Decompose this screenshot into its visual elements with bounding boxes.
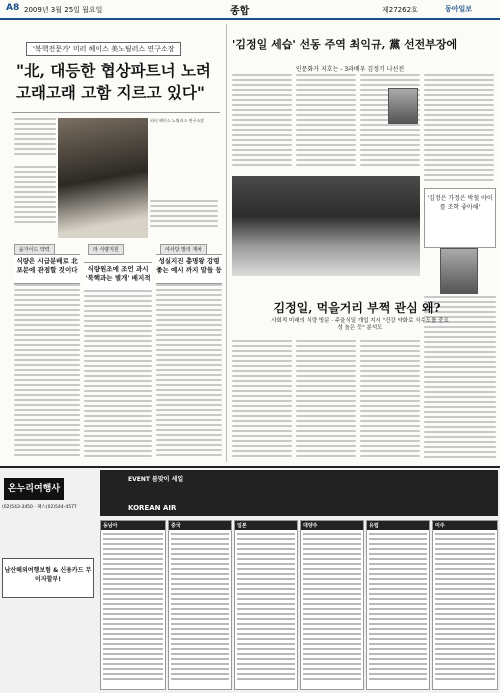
left-intro-text [14, 118, 56, 162]
right-subhead: 인문화가 지호는 - 3과배우 김정기 나선전 [295, 66, 405, 73]
middle-subhead: 성실지진 총명왕 강령 좋는 예시 까지 말들 등 [156, 254, 222, 284]
photo-caption: 피터 헤이스 노틸러스 연구소장 [150, 118, 205, 123]
ad-phone: (02)543-3450 · 팩스(02)544-4577 [2, 505, 77, 510]
section-tag: 여사당 발의 재차 [160, 244, 207, 255]
ad-tile-title: 동남아 [101, 521, 165, 530]
bottom-column-text [296, 340, 356, 462]
insurance-notice: 남산해외여행보험 & 신용카드 무이자할부! [2, 558, 94, 598]
ad-tile-title: 일본 [235, 521, 297, 530]
left-subhead: 식량은 시급분배로 北 포문에 관점할 것이다 [14, 254, 80, 284]
ad-tile [432, 520, 498, 690]
column-divider [226, 24, 227, 462]
masthead [0, 0, 500, 20]
ad-tile [366, 520, 430, 690]
left-column-text [14, 284, 80, 462]
bottom-column-text [232, 340, 292, 462]
ad-tile [300, 520, 364, 690]
section-title: 종합 [230, 6, 250, 17]
article-kicker: '북핵전문가' 미러 헤이스 美노틸러스 연구소장 [26, 42, 181, 56]
ad-brand: 온누리여행사 [4, 478, 64, 500]
issue-date: 2009년 3월 25일 월요일 [24, 6, 103, 14]
left-headline: "北, 대등한 협상파트너 노려 고래고래 고함 지르고 있다" [16, 61, 211, 102]
paper-name: 동아일보 [445, 5, 473, 13]
left-body-text [14, 166, 56, 236]
divider [12, 112, 220, 113]
section-tag: 윤가이드 약력 [14, 244, 55, 255]
news-photo [232, 176, 420, 276]
ad-promo: EVENT 봄맞이 세일 [128, 476, 184, 483]
left-column-text [84, 290, 152, 462]
ad-tile [168, 520, 232, 690]
edition-number: 제27262호 [382, 6, 418, 14]
ad-banner [100, 470, 498, 516]
page-number: A8 [6, 3, 20, 13]
section-tag: 라 식량지원 [88, 244, 124, 255]
photo-caption [232, 279, 420, 291]
ad-tile-title: 대양주 [301, 521, 363, 530]
portrait-photo [58, 118, 148, 238]
ad-tile-title: 유럽 [367, 521, 429, 530]
right-column-text [296, 74, 356, 170]
airline-logo: KOREAN AIR [128, 504, 177, 512]
ad-tile-title: 중국 [169, 521, 231, 530]
child-photo [440, 248, 478, 294]
right-column-text [424, 74, 494, 184]
right-column-text [232, 74, 292, 170]
left-body-text [150, 200, 218, 240]
ad-tile [100, 520, 166, 690]
sidebar-box: '김정은 가정은 박철 야이를 조학 좋아해' [424, 188, 496, 248]
ad-tile [234, 520, 298, 690]
bottom-column-text [360, 340, 420, 462]
right-headline: '김정일 세습' 선동 주역 최익규, 黨 선전부장에 [232, 38, 458, 51]
portrait-photo [388, 88, 418, 124]
ad-tile-title: 미주 [433, 521, 497, 530]
travel-advertisement [0, 466, 500, 693]
left-column-text [156, 284, 222, 462]
left-subhead: 식량원조에 조언 과시 '북핵과는 별개' 배지적 [84, 262, 152, 292]
bottom-headline: 김정일, 먹을거리 부쩍 관심 왜? [273, 301, 441, 315]
bottom-subhead: 사회적 미래의 식량 방문 · 주울식일 개업 지시 "건강 약화로 식수도를 중요성 높은 듯" 분석도 [271, 318, 449, 331]
